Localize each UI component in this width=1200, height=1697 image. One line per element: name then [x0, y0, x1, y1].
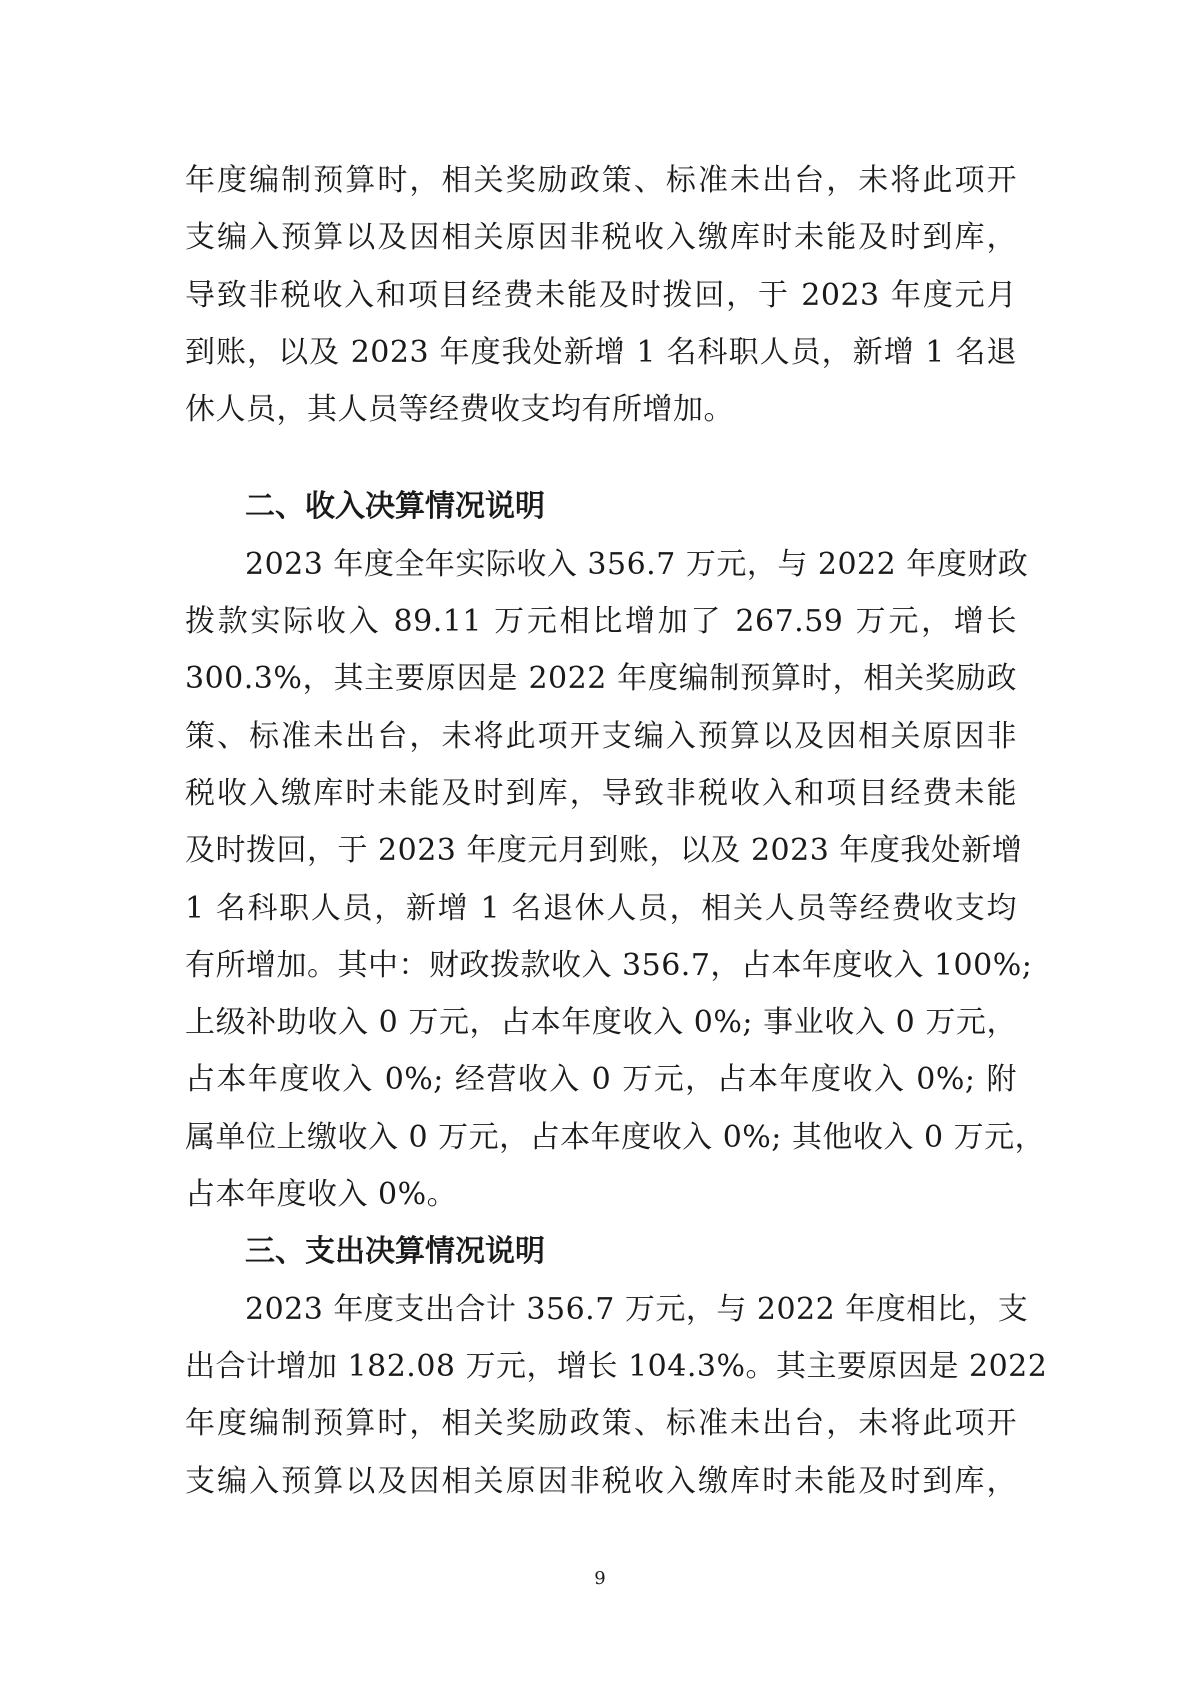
- text-line: 年度编制预算时，相关奖励政策、标准未出台，未将此项开: [185, 1406, 1017, 1442]
- text-line: 拨款实际收入 89.11 万元相比增加了 267.59 万元，增长: [185, 604, 1017, 640]
- text-line: 出合计增加 182.08 万元，增长 104.3%。其主要原因是 2022: [185, 1348, 1048, 1384]
- text-line: 300.3%，其主要原因是 2022 年度编制预算时，相关奖励政: [185, 661, 1017, 697]
- text-line: 2023 年度全年实际收入 356.7 万元，与 2022 年度财政: [245, 546, 1029, 582]
- text-line: 导致非税收入和项目经费未能及时拨回，于 2023 年度元月: [185, 277, 1017, 313]
- expenditure-paragraph: [185, 1281, 1048, 1510]
- continued-paragraph: [185, 152, 1017, 438]
- text-line: 年度编制预算时，相关奖励政策、标准未出台，未将此项开: [185, 163, 1017, 198]
- text-line: 税收入缴库时未能及时到库，导致非税收入和项目经费未能: [185, 775, 1017, 811]
- text-line: 属单位上缴收入 0 万元，占本年度收入 0%; 其他收入 0 万元，: [185, 1119, 1046, 1155]
- paragraph-gap: [185, 438, 1017, 478]
- text-line: 休人员，其人员等经费收支均有所增加。: [185, 392, 734, 428]
- text-line: 占本年度收入 0%; 经营收入 0 万元，占本年度收入 0%; 附: [185, 1062, 1017, 1098]
- document-body: [185, 152, 1048, 1510]
- text-line: 2023 年度支出合计 356.7 万元，与 2022 年度相比，支: [245, 1291, 1029, 1327]
- text-line: 1 名科职人员，新增 1 名退休人员，相关人员等经费收支均: [185, 890, 1017, 926]
- section-heading-income: 二、收入决算情况说明: [245, 489, 545, 525]
- text-line: 到账，以及 2023 年度我处新增 1 名科职人员，新增 1 名退: [185, 334, 1017, 370]
- income-paragraph: [185, 536, 1046, 1224]
- text-line: 支编入预算以及因相关原因非税收入缴库时未能及时到库，: [185, 220, 1017, 256]
- text-line: 策、标准未出台，未将此项开支编入预算以及因相关原因非: [185, 718, 1017, 754]
- text-line: 有所增加。其中：财政拨款收入 356.7，占本年度收入 100%;: [185, 947, 1033, 983]
- text-line: 及时拨回，于 2023 年度元月到账，以及 2023 年度我处新增: [185, 833, 1023, 869]
- text-line: 上级补助收入 0 万元，占本年度收入 0%; 事业收入 0 万元，: [185, 1005, 1017, 1041]
- section-heading-expenditure: 三、支出决算情况说明: [245, 1234, 545, 1270]
- text-line: 占本年度收入 0%。: [185, 1177, 458, 1213]
- text-line: 支编入预算以及因相关原因非税收入缴库时未能及时到库，: [185, 1463, 1017, 1499]
- page-number: 9: [594, 1568, 606, 1589]
